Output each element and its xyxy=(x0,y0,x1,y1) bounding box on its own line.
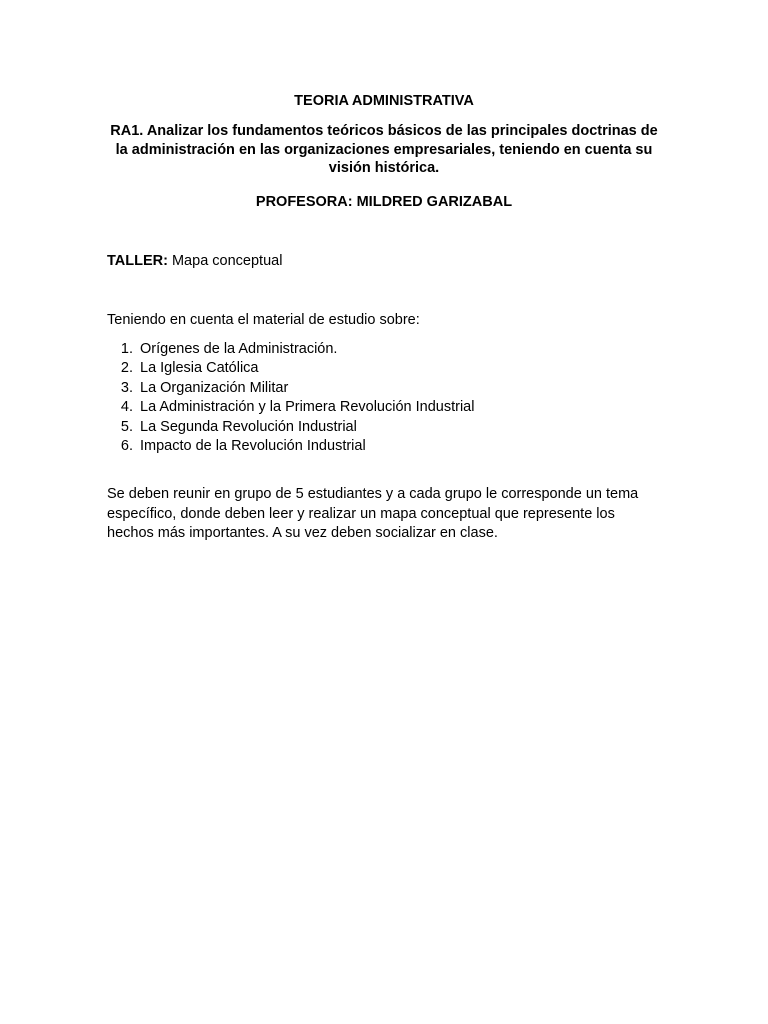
document-title: TEORIA ADMINISTRATIVA xyxy=(294,93,474,109)
instructions-line: Se deben reunir en grupo de 5 estudiantes y a cada grupo le corresponde un tema xyxy=(107,486,639,502)
list-item xyxy=(107,437,474,456)
list-item xyxy=(107,359,474,378)
list-item-text: La Segunda Revolución Industrial xyxy=(140,418,357,435)
list-item-number: 3. xyxy=(120,379,133,396)
list-item-number: 6. xyxy=(120,437,133,454)
list-item-number: 1. xyxy=(120,341,133,357)
intro-text: Teniendo en cuenta el material de estudio sobre: xyxy=(107,312,420,328)
list-item-number: 2. xyxy=(120,360,133,377)
instructions-line: hechos más importantes. A su vez deben socializar en clase. xyxy=(107,525,498,542)
workshop-value: Mapa conceptual xyxy=(167,253,283,269)
workshop-line xyxy=(107,252,282,270)
list-item xyxy=(107,398,474,417)
workshop-label: TALLER: xyxy=(107,253,168,269)
list-item-number: 4. xyxy=(120,399,133,416)
instructions-line: específico, donde deben leer y realizar un mapa conceptual que represente los xyxy=(107,505,615,522)
list-item xyxy=(107,340,474,359)
list-item-number: 5. xyxy=(120,418,133,435)
list-item-text: La Organización Militar xyxy=(140,379,289,396)
list-item-text: Impacto de la Revolución Industrial xyxy=(140,437,366,454)
list-item-text: La Iglesia Católica xyxy=(140,360,259,377)
topics-list xyxy=(107,340,474,456)
list-item xyxy=(107,418,474,437)
professor-line: PROFESORA: MILDRED GARIZABAL xyxy=(255,194,513,210)
list-item-text: La Administración y la Primera Revolución Industrial xyxy=(140,399,475,416)
list-item xyxy=(107,379,474,398)
list-item-text: Orígenes de la Administración. xyxy=(140,341,338,357)
learning-outcome: RA1. Analizar los fundamentos teóricos básicos de las principales doctrinas de la administración en las organizaciones empresariales, teniendo en cuenta su visión histórica. xyxy=(110,123,658,176)
instructions-paragraph xyxy=(107,485,667,544)
